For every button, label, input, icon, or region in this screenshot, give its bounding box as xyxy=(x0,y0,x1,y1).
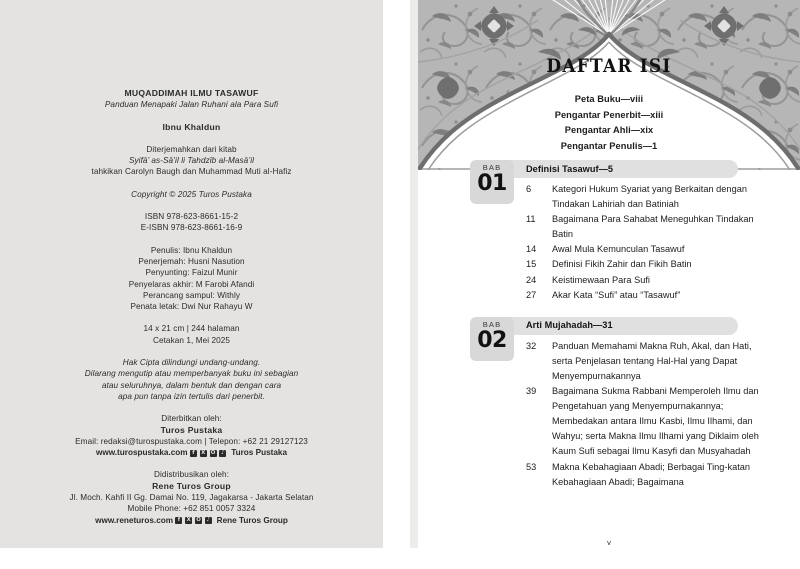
entry-text: Panduan Memahami Makna Ruh, Akal, dan Hati, serta Penjelasan tentang Hal-Hal yang Dapat Menyempurnakannya xyxy=(552,340,752,381)
chapter-entries xyxy=(526,182,762,303)
entry-page: 39 xyxy=(526,386,537,397)
toc-entry[interactable] xyxy=(526,257,762,272)
front-matter-item[interactable]: Pengantar Penulis—1 xyxy=(560,140,658,151)
entry-text: Bagaimana Sukma Rabbani Memperoleh Ilmu dan Pengetahuan yang Menyempurnakannya; Membedakan antara Ilmu Kasbi, Ilmu Ilhami, dan Wahyu; serta Makna Ilmu Ilhami yang Diklaim oleh Kaum Sufi sebagai Ilmu Kasyfi dan Musyahadah xyxy=(552,386,759,457)
credit-line: Penyelaras akhir: M Farobi Afandi xyxy=(128,279,255,289)
credit-line: Penyunting: Faizul Munir xyxy=(145,268,238,278)
toc-entry[interactable] xyxy=(526,212,762,242)
credit-line: Penata letak: Dwi Nur Rahayu W xyxy=(130,302,253,312)
chapter-block xyxy=(418,160,800,303)
book-subtitle: Panduan Menapaki Jalan Ruhani ala Para Sufi xyxy=(104,100,279,110)
author-block xyxy=(0,122,383,133)
entry-text: Akar Kata “Sufi” atau “Tasawuf” xyxy=(552,289,681,300)
instagram-icon[interactable]: O xyxy=(196,517,201,524)
toc-entry[interactable] xyxy=(526,460,762,490)
entry-page: 32 xyxy=(526,340,537,351)
bab-label: BAB xyxy=(482,319,502,329)
bab-number: 01 xyxy=(477,171,507,196)
credit-line: Penerjemah: Husni Nasution xyxy=(138,256,245,266)
toc-entry[interactable] xyxy=(526,273,762,288)
chapter-title: Definisi Tasawuf—5 xyxy=(526,163,614,174)
entry-page: 24 xyxy=(526,274,537,285)
rights-line: atau seluruhnya, dalam bentuk dan dengan cara xyxy=(101,380,282,390)
publisher-contact: Email: redaksi@turospustaka.com | Telepon: +62 21 29127123 xyxy=(75,436,308,446)
title-block xyxy=(0,88,383,111)
chapter-number-badge xyxy=(470,160,514,204)
tahkik-line: tahkikan Carolyn Baugh dan Muhammad Muti al-Hafiz xyxy=(91,167,292,177)
distributor-social-row xyxy=(0,515,383,526)
rights-block xyxy=(0,357,383,402)
entry-page: 53 xyxy=(526,461,537,472)
isbn-line: ISBN 978-623-8661-15-2 xyxy=(144,212,239,222)
original-title: Syifā’ as-Sā’il li Tahdzīb al-Masā’il xyxy=(128,156,255,166)
distributor-address: Jl. Moch. Kahfi II Gg. Damai No. 119, Jagakarsa - Jakarta Selatan xyxy=(69,493,314,503)
eisbn-line: E-ISBN 978-623-8661-16-9 xyxy=(140,223,243,233)
entry-text: Makna Kebahagiaan Abadi; Berbagai Ting-katan Kebahagiaan Abadi; Bagaimana xyxy=(552,461,751,487)
page-title: DAFTAR ISI xyxy=(546,55,672,78)
rights-line: Hak Cipta dilindungi undang-undang. xyxy=(122,358,261,368)
toc-entry[interactable] xyxy=(526,288,762,303)
copyright-block xyxy=(0,189,383,200)
table-of-contents-page xyxy=(418,0,800,569)
distributor-label: Didistribusikan oleh: xyxy=(154,470,229,480)
publisher-label: Diterbitkan oleh: xyxy=(161,414,222,424)
credit-line: Perancang sampul: Withly xyxy=(142,290,241,300)
chapter-entries xyxy=(526,339,762,490)
distributor-phone: Mobile Phone: +62 851 0057 3324 xyxy=(127,504,256,514)
tiktok-icon[interactable]: ♪ xyxy=(221,449,225,456)
entry-text: Bagaimana Para Sahabat Meneguhkan Tindakan Batin xyxy=(552,214,754,240)
chapter-title: Arti Mujahadah—31 xyxy=(526,320,613,331)
entry-page: 6 xyxy=(526,184,532,194)
entry-page: 11 xyxy=(526,214,536,225)
entry-text: Awal Mula Kemunculan Tasawuf xyxy=(552,244,685,255)
translated-from-label: Diterjemahkan dari kitab xyxy=(146,144,237,154)
x-twitter-icon[interactable]: X xyxy=(186,517,191,524)
page-gutter xyxy=(410,0,418,548)
publisher-social-handle: Turos Pustaka xyxy=(231,448,288,458)
distributor-block xyxy=(0,469,383,525)
toc-entry[interactable] xyxy=(526,182,762,212)
isbn-block xyxy=(0,211,383,234)
entry-text: Definisi Fikih Zahir dan Fikih Batin xyxy=(552,259,692,270)
copyright-line: Copyright © 2025 Turos Pustaka xyxy=(131,189,252,199)
chapter-number-badge xyxy=(470,317,514,361)
book-specs: 14 x 21 cm | 244 halaman xyxy=(143,324,240,334)
facebook-icon[interactable]: f xyxy=(175,517,182,524)
printing-info: Cetakan 1, Mei 2025 xyxy=(152,335,231,345)
book-title: MUQADDIMAH ILMU TASAWUF xyxy=(124,88,259,98)
instagram-icon[interactable]: O xyxy=(210,449,216,456)
bab-number: 02 xyxy=(477,327,507,353)
distributor-website[interactable]: www.reneturos.com xyxy=(95,515,174,525)
toc-entry[interactable] xyxy=(526,242,762,257)
publisher-block xyxy=(0,413,383,458)
bab-label: BAB xyxy=(482,163,502,172)
distributor-name: Rene Turos Group xyxy=(152,480,231,491)
entry-page: 14 xyxy=(526,244,537,255)
chapter-list xyxy=(418,160,800,496)
book-author: Ibnu Khaldun xyxy=(162,121,221,132)
credit-line: Penulis: Ibnu Khaldun xyxy=(150,245,233,255)
x-twitter-icon[interactable]: X xyxy=(201,449,206,456)
rights-line: Dilarang mengutip atau memperbanyak buku ini sebagian xyxy=(84,369,299,379)
publisher-website[interactable]: www.turospustaka.com xyxy=(95,448,188,458)
entry-page: 15 xyxy=(526,259,537,270)
toc-entry[interactable] xyxy=(526,339,762,384)
distributor-social-handle: Rene Turos Group xyxy=(216,515,288,525)
front-matter-list xyxy=(418,92,800,154)
page-number: v xyxy=(607,538,611,547)
colophon-page xyxy=(0,0,383,548)
facebook-icon[interactable]: f xyxy=(190,450,197,457)
toc-entry[interactable] xyxy=(526,384,762,459)
credits-block xyxy=(0,245,383,313)
front-matter-item[interactable]: Peta Buku—viii xyxy=(574,94,644,104)
front-matter-item[interactable]: Pengantar Ahli—xix xyxy=(564,125,654,136)
entry-page: 27 xyxy=(526,289,537,300)
source-block xyxy=(0,144,383,178)
publisher-name: Turos Pustaka xyxy=(160,424,223,435)
entry-text: Kategori Hukum Syariat yang Berkaitan dengan Tindakan Lahiriah dan Batiniah xyxy=(552,184,747,210)
tiktok-icon[interactable]: ♪ xyxy=(206,517,210,524)
colophon-content xyxy=(0,88,383,537)
chapter-block xyxy=(418,317,800,490)
entry-text: Keistimewaan Para Sufi xyxy=(552,274,650,285)
front-matter-item[interactable]: Pengantar Penerbit—xiii xyxy=(554,109,664,120)
specs-block xyxy=(0,323,383,346)
rights-line: apa pun tanpa izin tertulis dari penerbit. xyxy=(118,391,265,401)
publisher-social-row xyxy=(0,447,383,458)
